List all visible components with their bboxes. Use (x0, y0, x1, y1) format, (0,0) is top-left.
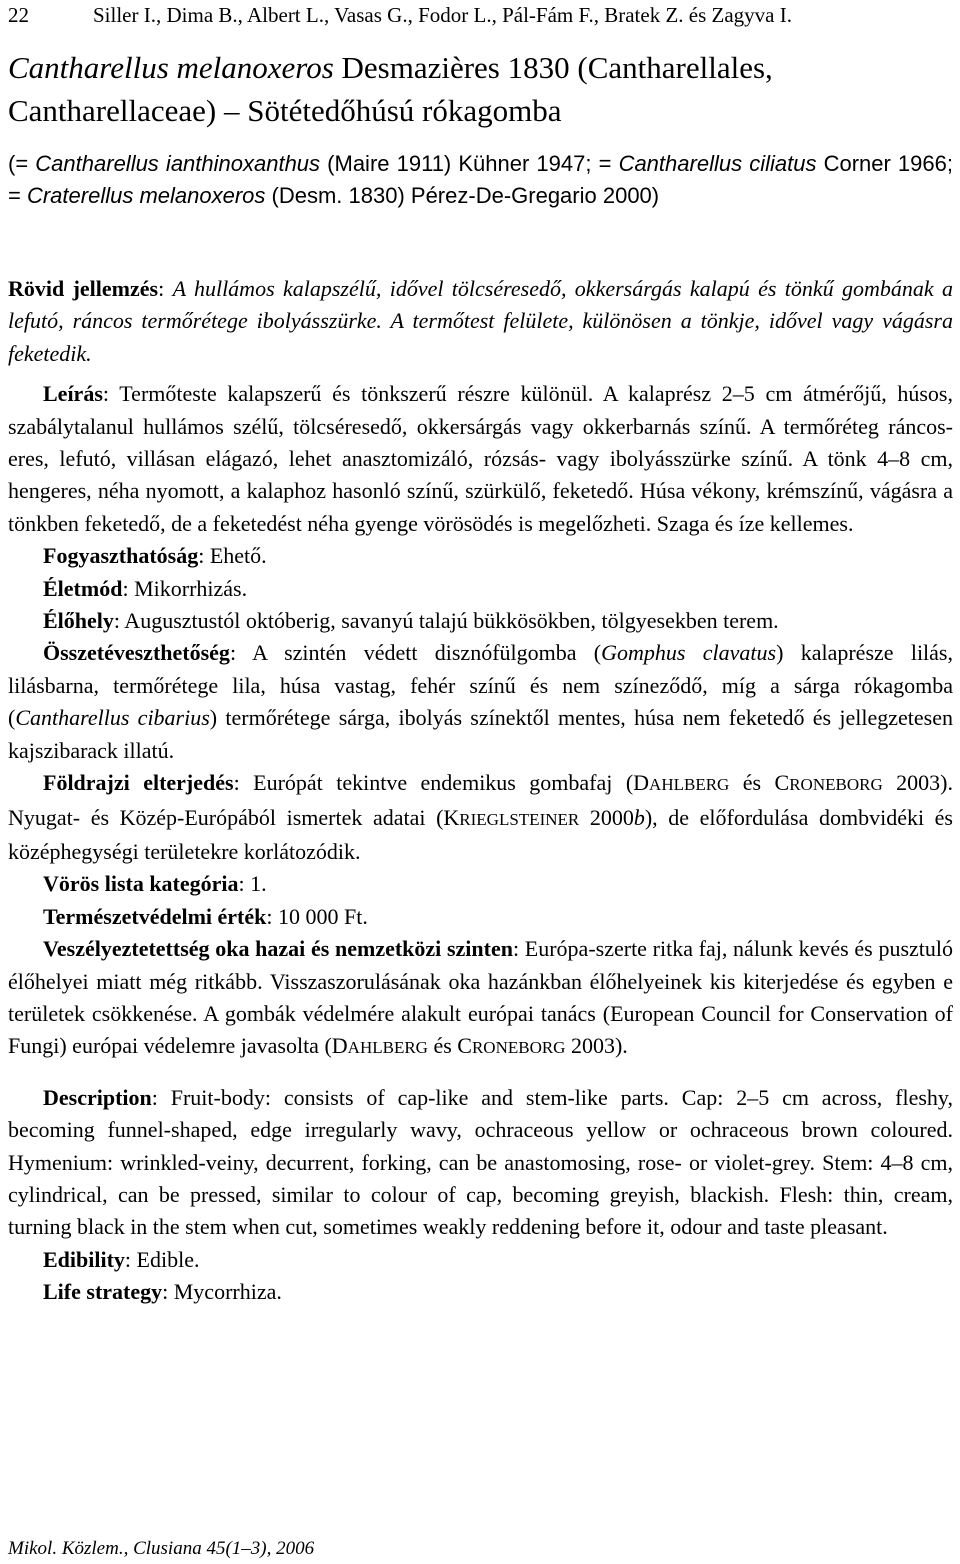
section-label: Life strategy (43, 1279, 163, 1305)
life-strategy-hu (8, 573, 953, 605)
section-text: ), de előfordulása dombvidéki és középhegységi területekre korlátozódik. (8, 804, 953, 864)
section-label: Fogyaszthatóság (43, 543, 199, 569)
section-text: A hullámos kalapszélű, idővel tölcséresedő, okkersárgás kalapú és tönkű gombának a lefutó, ráncos termőrétege ibolyásszürke. A termőtest felülete, különösen a tönkje, idővel vagy vágásra feketedik. (8, 276, 954, 366)
section-text: : Európa-szerte ritka faj, nálunk kevés és pusztuló élőhelyei miatt még ritkább. Visszaszorulásának oka hazánkban élőhelyeinek kis kiterjedése és egyben e területek csökkenése. A gombák védelmére alakult európai tanács (European Council for Conservation of Fungi) európai védelemre javasolta (D (8, 936, 953, 1059)
synonym-text: Corner 1966; = (8, 151, 953, 208)
section-text: : Termőteste kalapszerű és tönkszerű részre különül. A kalaprész 2–5 cm átmérőjű, húsos, szabálytalanul hullámos szélű, tölcséresedő, okkersárgás vagy okkerbarnás színű. A termőréteg ráncos-eres, lefutó, villásan elágazó, lehet anasztomizáló, rózsás- vagy ibolyásszürke színű. A tönk 4–8 cm, hengeres, néha nyomott, a kalaphoz hasonló színű, szürkülő, feketedő. Húsa vékony, krémszínű, vágásra a tönkben feketedő, de a feketedést néha gyenge vörösödés is megelőzheti. Szaga és íze kellemes. (8, 381, 953, 536)
species-title (8, 46, 953, 132)
edibility-hu (8, 540, 953, 572)
red-list-category (8, 868, 953, 900)
synonyms (8, 148, 953, 212)
species-name: Cantharellus cibarius (15, 705, 210, 731)
synonym-text: (Desm. 1830) Pérez-De-Gregario 2000) (265, 183, 660, 208)
species-name: Gomphus clavatus (601, 640, 777, 666)
year-suffix: b (633, 804, 645, 830)
species-name: Cantharellus melanoxeros (8, 50, 334, 85)
section-label: Élőhely (43, 608, 114, 634)
section-text: 2000 (579, 804, 634, 830)
synonym-text: (= (8, 151, 36, 176)
section-label: Életmód (43, 575, 123, 601)
author-smallcaps: AHLBERG (347, 1038, 428, 1058)
section-label: Összetéveszthetőség (43, 640, 230, 666)
section-text: : Mycorrhiza. (162, 1279, 282, 1305)
conservation-value (8, 901, 953, 933)
short-characterisation (8, 273, 953, 370)
section-label: Edibility (43, 1246, 125, 1272)
section-text: és C (427, 1033, 472, 1059)
section-text: : 1. (238, 871, 267, 897)
journal-footer: Mikol. Közlem., Clusiana 45(1–3), 2006 (8, 1538, 315, 1559)
author-smallcaps: AHLBERG (649, 775, 730, 795)
edibility-en (8, 1244, 953, 1276)
synonym-name: Cantharellus ianthinoxanthus (35, 151, 321, 176)
author-smallcaps: RONEBORG (471, 1038, 566, 1058)
distribution-hu (8, 767, 953, 868)
synonym-name: Cantharellus ciliatus (618, 151, 817, 176)
article-body (8, 273, 953, 1309)
section-label: Vörös lista kategória (43, 871, 239, 897)
section-text: : Augusztustól októberig, savanyú talajú bükkösökben, tölgyesekben terem. (113, 608, 779, 634)
description-hu (8, 378, 953, 540)
section-text: : Európát tekintve endemikus gombafaj (D (233, 770, 650, 796)
section-text: : Edible. (124, 1246, 200, 1272)
section-text: : Mikorrhizás. (122, 575, 248, 601)
page-number: 22 (8, 3, 29, 27)
section-label: Természetvédelmi érték (43, 903, 267, 929)
section-label: Rövid jellemzés (8, 276, 159, 301)
section-text: 2003). Nyugat- és Közép-Európából ismertek adatai (K (8, 770, 954, 830)
section-text: és C (729, 770, 790, 796)
running-header (8, 2, 953, 28)
section-text: ) termőrétege sárga, ibolyás színektől mentes, húsa nem feketedő és jellegzetesen kajszibarack illatú. (8, 705, 953, 763)
author-smallcaps: RIEGLSTEINER (459, 809, 580, 829)
section-text: : 10 000 Ft. (266, 903, 368, 929)
section-label: Leírás (43, 381, 103, 407)
life-strategy-en (8, 1276, 953, 1308)
section-text: 2003). (565, 1033, 628, 1059)
header-authors: Siller I., Dima B., Albert L., Vasas G., Fodor L., Pál-Fám F., Bratek Z. és Zagyva I. (93, 3, 792, 27)
section-label: Veszélyeztetettség oka hazai és nemzetközi szinten (43, 936, 513, 962)
section-text: : Fruit-body: consists of cap-like and stem-like parts. Cap: 2–5 cm across, fleshy, becoming funnel-shaped, edge irregularly wavy, ochraceous yellow or ochraceous brown coloured. Hymenium: wrinkled-veiny, decurrent, forking, can be anastomosing, rose- or violet-grey. Stem: 4–8 cm, cylindrical, can be pressed, similar to colour of cap, becoming greyish, blackish. Flesh: thin, cream, turning black in the stem when cut, sometimes weakly reddening before it, odour and taste pleasant. (8, 1084, 953, 1240)
title-family-common-name: Cantharellaceae) – Sötétedőhúsú rókagomba (8, 93, 562, 128)
section-label: Description (43, 1084, 152, 1110)
synonym-text: (Maire 1911) Kühner 1947; = (320, 151, 619, 176)
separator: : (158, 276, 173, 301)
section-text: : A szintén védett disznófülgomba ( (229, 640, 602, 666)
confusion-hu (8, 637, 953, 767)
section-label: Földrajzi elterjedés (43, 770, 234, 796)
synonym-name: Craterellus melanoxeros (26, 183, 266, 208)
title-authority: Desmazières 1830 (Cantharellales, (333, 50, 773, 85)
section-text: : Ehető. (198, 543, 267, 569)
threat-reasons (8, 933, 953, 1065)
habitat-hu (8, 605, 953, 637)
author-smallcaps: RONEBORG (789, 775, 883, 795)
description-en (8, 1082, 953, 1244)
section-text: ) kalaprésze lilás, lilásbarna, termőrétege lila, húsa vastag, fehér színű és nem színeződő, míg a sárga rókagomba ( (8, 640, 953, 731)
